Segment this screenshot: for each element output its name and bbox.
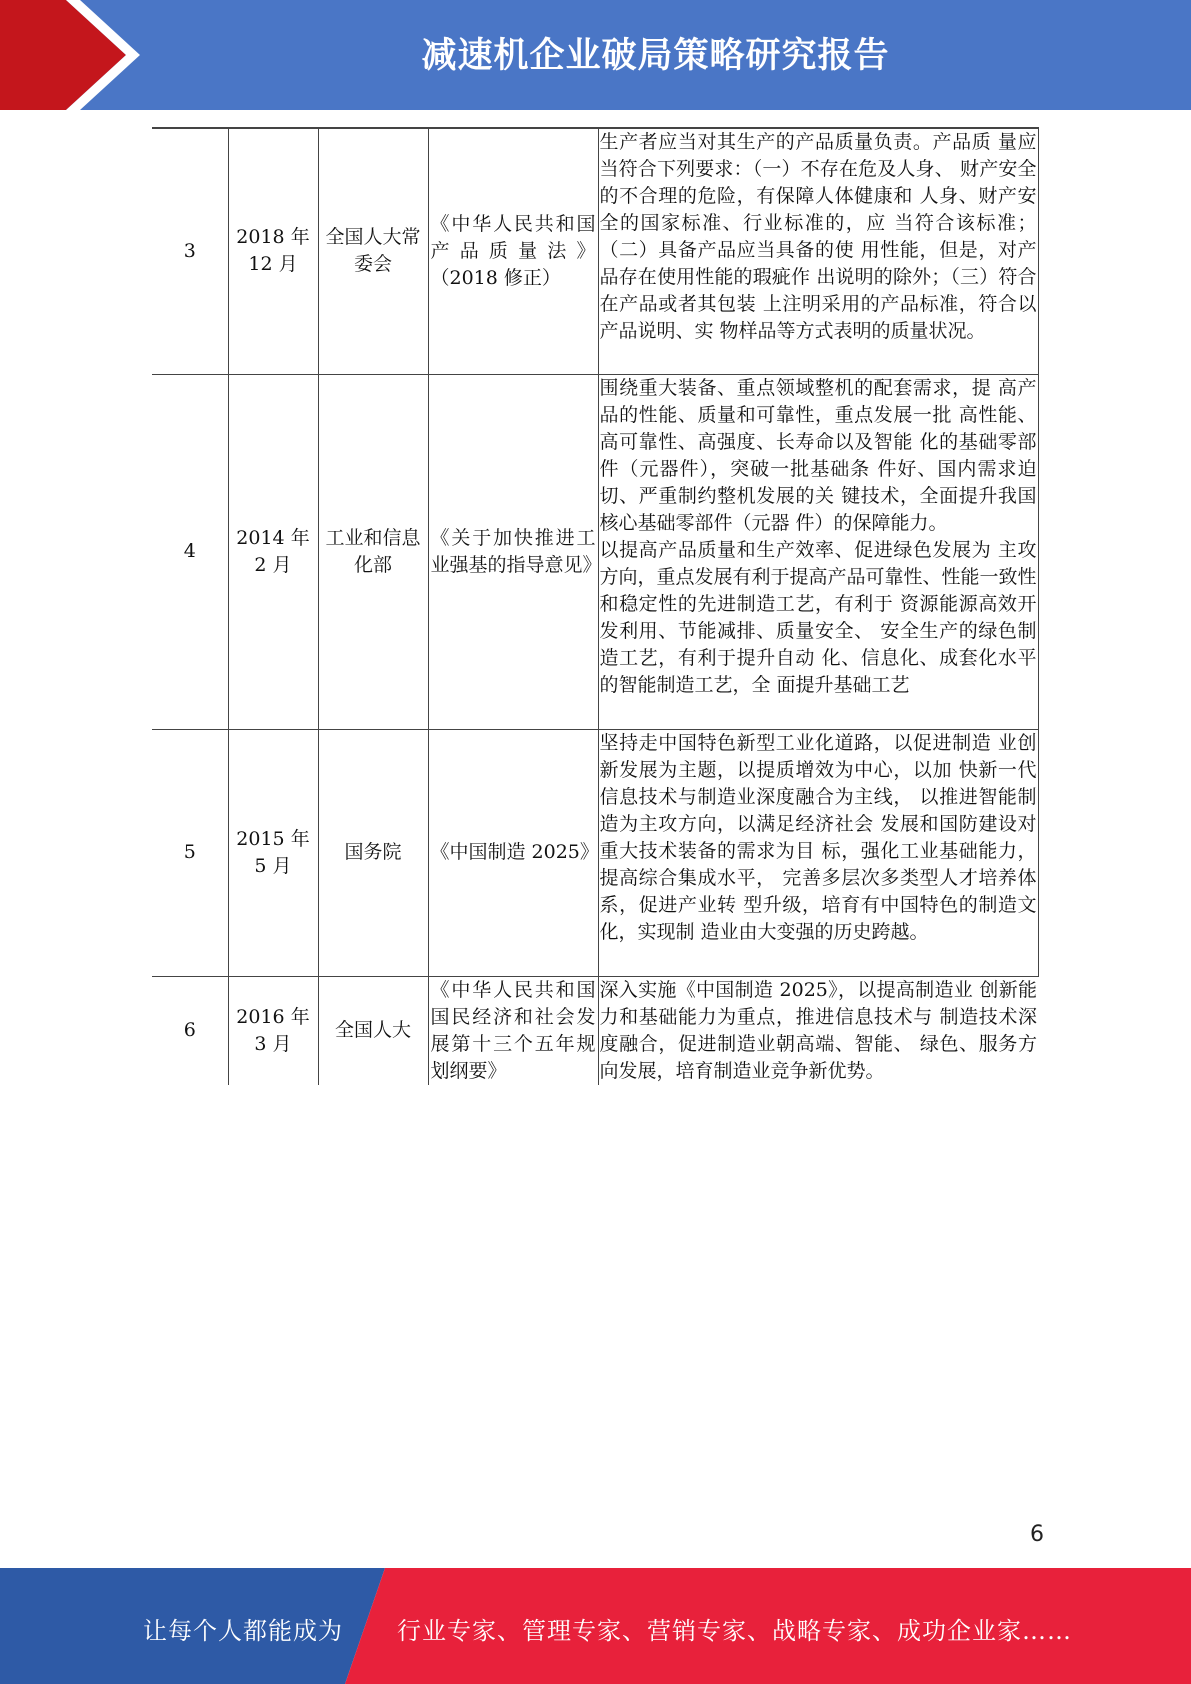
policy-table [152, 127, 1039, 1085]
footer-slogan-left: 让每个人都能成为 [143, 1617, 343, 1645]
row-content: 坚持走中国特色新型工业化道路，以促进制造 业创新发展为主题，以提质增效为中心，以加 快新一代信息技术与制造业深度融合为主线， 以推进智能制造为主攻方向，以满足经济社会 发展和国防建设对重大技术装备的需求为目 标，强化工业基础能力，提高综合集成水平， 完善多层次多类型人才培养体系，促进产业转 型升级，培育有中国特色的制造文化，实现制 造业由大变强的历史跨越。 [598, 729, 1038, 976]
table-row [152, 729, 1038, 976]
row-content: 深入实施《中国制造 2025》，以提高制造业 创新能力和基础能力为重点，推进信息技术与 制造技术深度融合，促进制造业朝高端、智能、 绿色、服务方向发展，培育制造业竞争新优势。 [598, 976, 1038, 1085]
row-document-name: 《中华人民共和国国民经济和社会发展第十三个五年规划纲要》 [428, 976, 598, 1085]
row-content: 生产者应当对其生产的产品质量负责。产品质 量应当符合下列要求：（一）不存在危及人身、 财产安全的不合理的危险，有保障人体健康和 人身、财产安全的国家标准、行业标准的，应 当符合该标准；（二）具备产品应当具备的使 用性能，但是，对产品存在使用性能的瑕疵作 出说明的除外；（三）符合在产品或者其包装 上注明采用的产品标准，符合以产品说明、实 物样品等方式表明的质量状况。 [598, 128, 1038, 374]
row-number: 4 [152, 374, 228, 729]
row-issuer: 全国人大 [318, 976, 428, 1085]
row-date: 2018 年 12 月 [228, 128, 318, 374]
row-content-paragraph: 以提高产品质量和生产效率、促进绿色发展为 主攻方向，重点发展有利于提高产品可靠性、性能一致性和稳定性的先进制造工艺，有利于 资源能源高效开发利用、节能减排、质量安全、 安全生产的绿色制造工艺，有利于提升自动 化、信息化、成套化水平的智能制造工艺，全 面提升基础工艺 [599, 538, 1037, 696]
row-content-paragraph: 围绕重大装备、重点领域整机的配套需求，提 高产品的性能、质量和可靠性，重点发展一批 高性能、高可靠性、高强度、长寿命以及智能 化的基础零部件（元器件），突破一批基础条 件好、国内需求迫切、严重制约整机发展的关 键技术，全面提升我国核心基础零部件（元器 件）的保障能力。 [599, 376, 1037, 534]
row-date: 2014 年 2 月 [228, 374, 318, 729]
row-issuer: 工业和信息化部 [318, 374, 428, 729]
page-footer [0, 1568, 1191, 1684]
page-number: 6 [1030, 1522, 1044, 1547]
footer-slogan-right: 行业专家、管理专家、营销专家、战略专家、成功企业家…… [397, 1617, 1072, 1645]
row-number: 3 [152, 128, 228, 374]
row-issuer: 国务院 [318, 729, 428, 976]
row-number: 5 [152, 729, 228, 976]
row-number: 6 [152, 976, 228, 1085]
row-document-name: 《中国制造 2025》 [428, 729, 598, 976]
table-row [152, 128, 1038, 374]
row-date: 2015 年 5 月 [228, 729, 318, 976]
report-title: 减速机企业破局策略研究报告 [421, 36, 890, 76]
row-date: 2016 年 3 月 [228, 976, 318, 1085]
row-content [598, 374, 1038, 729]
row-document-name: 《中华人民共和国产品质量法》（2018 修正） [428, 128, 598, 374]
row-document-name: 《关于加快推进工业强基的指导意见》 [428, 374, 598, 729]
table-row [152, 374, 1038, 729]
page-header [0, 0, 1191, 110]
row-issuer: 全国人大常委会 [318, 128, 428, 374]
table-row [152, 976, 1038, 1085]
